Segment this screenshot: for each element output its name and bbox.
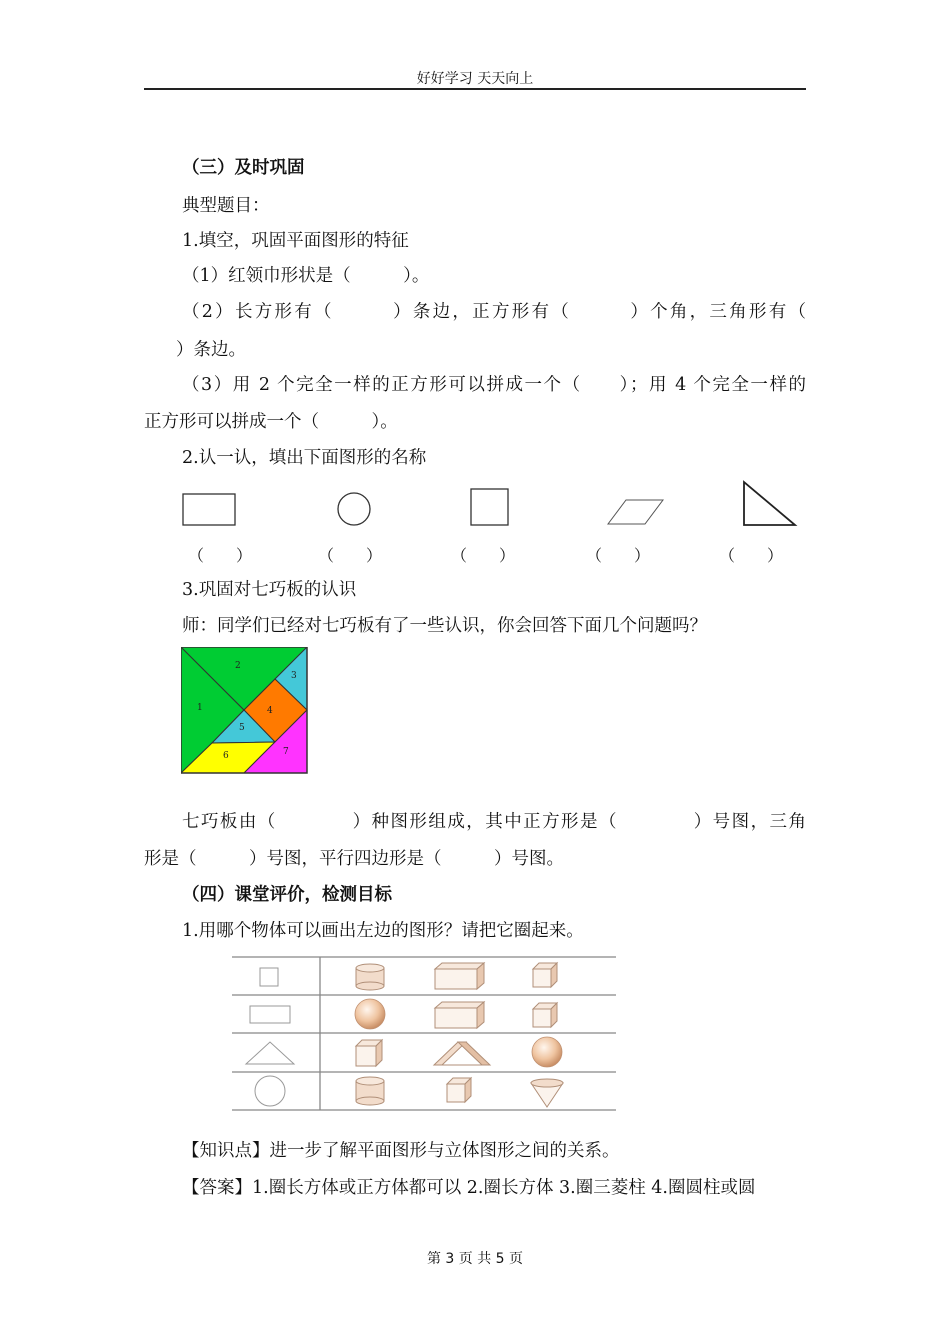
- parallelogram-shape: [608, 500, 663, 524]
- row3-triangle-outline: [246, 1042, 294, 1064]
- tangram-label-7: 7: [283, 747, 289, 757]
- tangram-figure: [181, 647, 308, 774]
- section4-question-1: 1.用哪个物体可以画出左边的图形？请把它圈起来。: [182, 921, 584, 941]
- question-1: 1.填空，巩固平面图形的特征: [182, 231, 409, 251]
- header-rule: [144, 88, 806, 90]
- shape-answer-blank-5[interactable]: （ ）: [719, 546, 784, 565]
- question-1-3b: 正方形可以拼成一个（ ）。: [144, 412, 398, 432]
- question-3-b: 形是（ ）号图，平行四边形是（ ）号图。: [144, 849, 564, 869]
- shape-answer-blank-3[interactable]: （ ）: [451, 546, 516, 565]
- page-footer: 第 3 页 共 5 页: [426, 1251, 524, 1267]
- row1-cube: [533, 963, 557, 987]
- tangram-label-6: 6: [223, 751, 229, 761]
- row1-cylinder: [356, 964, 384, 990]
- row1-cuboid: [435, 963, 484, 989]
- knowledge-point: 【知识点】进一步了解平面图形与立体图形之间的关系。: [182, 1141, 620, 1161]
- row3-sphere: [532, 1037, 562, 1067]
- shape-answer-blank-1[interactable]: （ ）: [188, 546, 253, 565]
- row4-cube: [447, 1078, 471, 1102]
- row4-circle-outline: [255, 1076, 285, 1106]
- shape-answer-blank-4[interactable]: （ ）: [586, 546, 651, 565]
- shapes-row: [170, 478, 810, 534]
- question-3: 3.巩固对七巧板的认识: [182, 580, 357, 600]
- tangram-label-2: 2: [235, 661, 241, 671]
- row2-cube: [533, 1003, 557, 1027]
- row2-cuboid: [435, 1002, 484, 1028]
- row2-rectangle-outline: [250, 1006, 290, 1023]
- shape-answer-blank-2[interactable]: （ ）: [318, 546, 383, 565]
- question-1-2b: ）条边。: [176, 340, 246, 360]
- question-2: 2.认一认，填出下面图形的名称: [182, 448, 427, 468]
- row4-cylinder: [356, 1077, 384, 1105]
- teacher-prompt: 师：同学们已经对七巧板有了一些认识，你会回答下面几个问题吗？: [182, 616, 707, 636]
- tangram-label-4: 4: [267, 706, 273, 716]
- question-1-1: （1）红领巾形状是（ ）。: [182, 266, 430, 286]
- typical-label: 典型题目：: [182, 196, 270, 216]
- circle-shape: [338, 493, 370, 525]
- section3-title: （三）及时巩固: [182, 158, 305, 178]
- answer-text: 【答案】1.圈长方体或正方体都可以 2.圈长方体 3.圈三菱柱 4.圈圆柱或圆: [182, 1178, 756, 1198]
- tangram-label-5: 5: [239, 723, 245, 733]
- rectangle-shape: [183, 494, 235, 525]
- row3-cube: [356, 1040, 382, 1066]
- row2-sphere: [355, 999, 385, 1029]
- triangle-shape: [744, 482, 795, 525]
- section4-title: （四）课堂评价，检测目标: [182, 885, 392, 905]
- row4-cone: [531, 1079, 563, 1107]
- square-shape: [471, 489, 508, 525]
- question-1-3a: （3）用 2 个完全一样的正方形可以拼成一个（ ）；用 4 个完全一样的: [182, 375, 806, 395]
- question-3-a: 七巧板由（ ）种图形组成，其中正方形是（ ）号图，三角: [182, 812, 806, 832]
- tangram-label-1: 1: [197, 703, 203, 713]
- row3-triangular-prism: [434, 1042, 490, 1065]
- tangram-label-3: 3: [291, 671, 297, 681]
- matching-table: [230, 955, 618, 1113]
- page-header: 好好学习 天天向上: [416, 71, 534, 87]
- row1-square-outline: [260, 968, 278, 986]
- question-1-2a: （2）长方形有（ ）条边，正方形有（ ）个角，三角形有（: [182, 302, 806, 322]
